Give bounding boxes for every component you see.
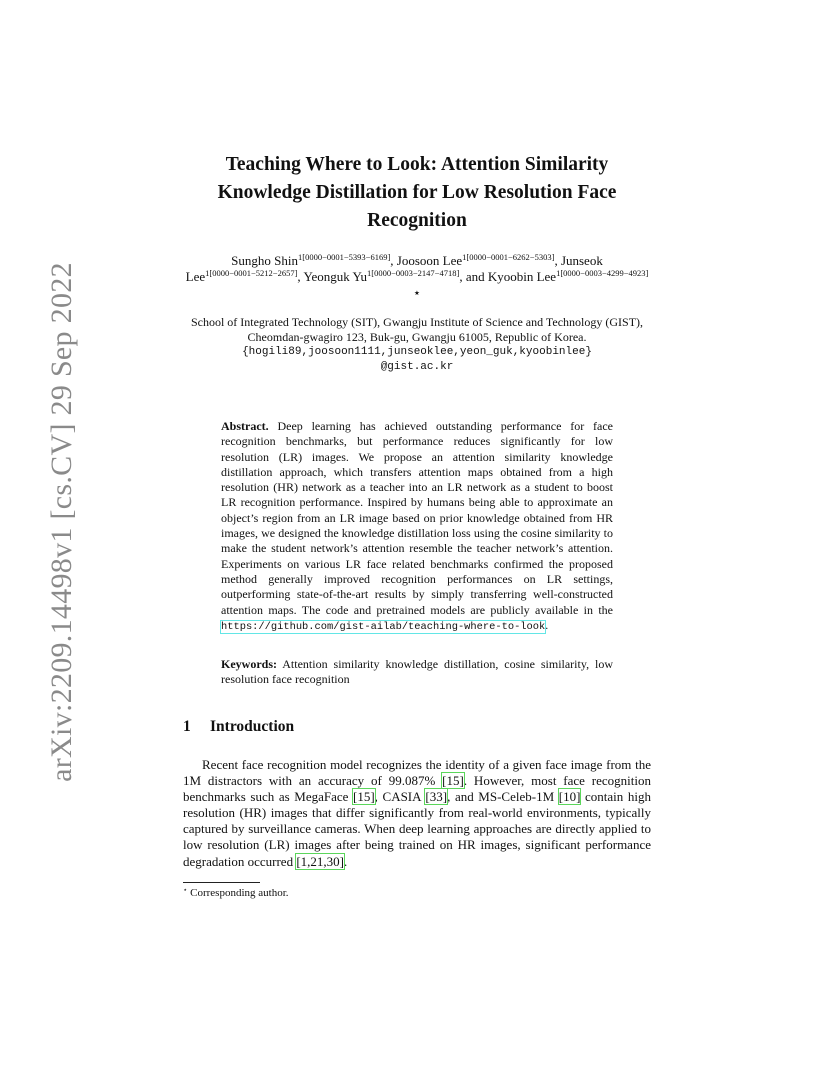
introduction-paragraph: Recent face recognition model recognizes the identity of a given face image from the 1M distractors with an accuracy of 99.087% [15]. However, most face recognition benchmarks such as MegaFace [15], CASIA [33], and MS-Celeb-1M [10] contain high resolution (HR) images that differ significantly from real-world environments, typically captured by surveillance cameras. When deep learning approaches are directly applied to low resolution (LR) images after being trained on HR images, significant performance degradation occurred [1,21,30]. <box>183 757 651 869</box>
footnote <box>183 886 289 900</box>
section-number: 1 <box>183 718 191 735</box>
footnote-rule <box>183 882 260 883</box>
author-affiliation: 1[0000−0003−4299−4923] <box>556 268 649 278</box>
author-list: Sungho Shin$^{1[0000-0001-5393-6169]}$, Joosoon Lee$^{1[0000-0001-6262-5303]}$, Junseok Lee$^{1[0000-0001-5212-2657]}$, Yeonguk $Yu^{1[0000-0003-2147-4718]}$, and Kyoobin Lee$^{1[0000-0003-4299-4923]}$ ⋆ <box>185 252 649 300</box>
citation-link[interactable]: [1,21,30] <box>296 853 345 869</box>
citation-link[interactable]: [15] <box>442 773 464 789</box>
author-name: Kyoobin Lee <box>487 269 557 284</box>
paper-title: Teaching Where to Look: Attention Similarity Knowledge Distillation for Low Resolution Face Recognition <box>217 154 617 231</box>
affiliation-block <box>183 315 651 375</box>
code-repository-link[interactable]: https://github.com/gist-ailab/teaching-where-to-look <box>221 620 546 633</box>
abstract-label: Abstract. <box>221 419 269 433</box>
author-affiliation: 1[0000−0001−6262−5303] <box>462 252 555 262</box>
author-affiliation: 1[0000−0001−5212−2657] <box>205 268 298 278</box>
keywords-label: Keywords: <box>221 657 277 671</box>
author-affiliation: 1[0000−0003−2147−4718] <box>367 268 460 278</box>
citation-link[interactable]: [33] <box>425 789 448 805</box>
citation-link[interactable]: [10] <box>558 789 581 805</box>
footnote-text: Corresponding author. <box>190 887 289 899</box>
abstract-text: Deep learning has achieved outstanding performance for face recognition benchmarks, but performance reduces significantly for low resolution (LR) images. We propose an attention similarity knowledge distillation approach, which transfers attention maps obtained from a high resolution (HR) network as a teacher into an LR network as a student to boost LR recognition performance. Inspired by humans being able to approximate an object’s region from an LR image based on prior knowledge obtained from HR images, we designed the knowledge distillation loss using the cosine similarity to make the student network’s attention resemble the teacher network’s attention. Experiments on various LR face related benchmarks confirmed the proposed method generally improved recognition performances on LR settings, outperforming state-of-the-art results by simply transferring well-constructed attention maps. The code and pretrained models are publicly available in the <box>221 419 613 617</box>
section-heading <box>183 718 294 736</box>
affiliation-text: School of Integrated Technology (SIT), Gwangju Institute of Science and Technology (GIST), Cheomdan-gwagiro 123, Buk-gu, Gwangju 61005, Republic of Korea. <box>190 315 644 344</box>
email-list: {hogili89,joosoon1111,junseoklee,yeon_guk,kyoobinlee} <box>242 346 592 358</box>
footnote-marker: ⋆ <box>183 886 188 894</box>
citation-link[interactable]: [15] <box>353 789 375 805</box>
author-name: Joosoon Lee <box>396 253 463 268</box>
section-title: Introduction <box>210 718 295 735</box>
keywords-text: Attention similarity knowledge distillation, cosine similarity, low resolution face recognition <box>221 657 613 687</box>
author-affiliation: 1[0000−0001−5393−6169] <box>297 252 391 262</box>
keywords <box>221 657 613 688</box>
author-name: Junseok Lee <box>185 253 603 284</box>
abstract: Abstract. Deep learning has achieved outstanding performance for face recognition benchmarks, but performance reduces significantly for low resolution (LR) images. We propose an attention similarity knowledge distillation approach, which transfers attention maps obtained from a high resolution (HR) network as a teacher into an LR network as a student to boost LR recognition performance. Inspired by humans being able to approximate an object’s region from an LR image based on prior knowledge obtained from HR images, we designed the knowledge distillation loss using the cosine similarity to make the student network’s attention resemble the teacher network’s attention. Experiments on various LR face related benchmarks confirmed the proposed method generally improved recognition performances on LR settings, outperforming state-of-the-art results by simply transferring well-constructed attention maps. The code and pretrained models are publicly available in the https://github.com/gist-ailab/teaching-where-to-look. <box>221 419 613 633</box>
author-name: Yeonguk Yu <box>303 269 368 284</box>
corresponding-author-marker: ⋆ <box>412 285 422 300</box>
email-domain: @gist.ac.kr <box>380 361 454 373</box>
arxiv-identifier-stamp: arXiv:2209.14498v1 [cs.CV] 29 Sep 2022 <box>45 262 78 782</box>
author-name: Sungho Shin <box>231 253 298 268</box>
introduction-body <box>183 757 651 870</box>
